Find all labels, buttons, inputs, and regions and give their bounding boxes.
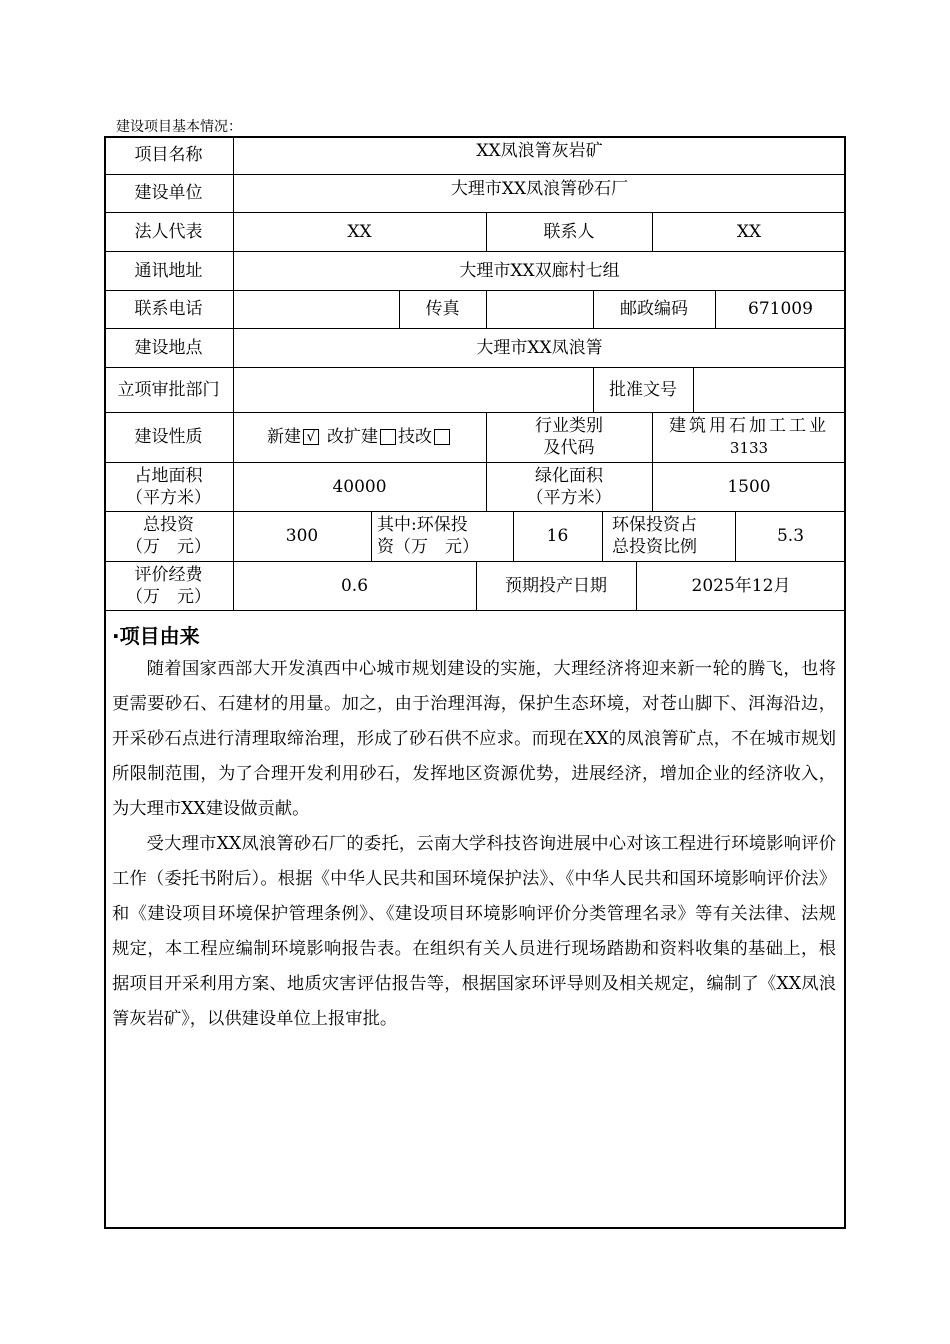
green-area-label (486, 462, 652, 511)
fax-label: 传真 (425, 299, 460, 319)
fee-label (104, 561, 233, 610)
contact-label: 联系人 (543, 221, 595, 242)
env-investment-label (371, 511, 513, 561)
fee-label-line2: （万 元） (126, 586, 211, 607)
investment-label-line2: （万 元） (126, 537, 211, 557)
project-name-value: XX凤浪箐灰岩矿 (476, 141, 603, 161)
approval-doc-value (693, 367, 846, 412)
industry-name: 建筑用石加工工业 (669, 416, 829, 436)
section-title: ·项目由来 (112, 624, 200, 648)
nature-tech-label: 技改 (398, 427, 432, 447)
nature-label: 建设性质 (134, 427, 203, 447)
env-ratio-label-line2: 总投资比例 (612, 537, 697, 557)
contact-value: XX (736, 221, 762, 242)
area-label (104, 462, 233, 511)
industry-label (486, 412, 652, 462)
area-label-line1: 占地面积 (134, 465, 203, 486)
green-area-value: 1500 (727, 476, 771, 497)
env-ratio-label (602, 511, 735, 561)
site-label: 建设地点 (134, 337, 203, 358)
env-investment-label-line2: 资（万 元） (377, 537, 479, 557)
address-value: 大理市XX双廊村七组 (459, 260, 620, 281)
paragraph-origin: 随着国家西部大开发滇西中心城市规划建设的实施，大理经济将迎来新一轮的腾飞，也将更需要砂石、石建材的用量。加之，由于治理洱海，保护生态环境，对苍山脚下、洱海沿边，开采砂石点进行清理取缔治理，形成了砂石供不应求。而现在XX的凤浪箐矿点，不在城市规划所限制范围，为了合理开发利用砂石，发挥地区资源优势，进展经济，增加企业的经济收入，为大理市XX建设做贡献。 (112, 659, 836, 819)
env-investment-value: 16 (546, 526, 569, 546)
address-label: 通讯地址 (134, 260, 203, 281)
paragraph-commission: 受大理市XX凤浪箐砂石厂的委托，云南大学科技咨询进展中心对该工程进行环境影响评价工作（委托书附后）。根据《中华人民共和国环境保护法》、《中华人民共和国环境影响评价法》和《建设项目环境保护管理条例》、《建设项目环境影响评价分类管理名录》等有关法律、法规规定，本工程应编制环境影响报告表。在组织有关人员进行现场踏勘和资料收集的基础上，根据项目开采利用方案、地质灾害评估报告等，根据国家环评导则及相关规定，编制了《XX凤浪箐灰岩矿》，以供建设单位上报审批。 (112, 834, 836, 1029)
green-area-label-line2: （平方米） (526, 487, 612, 508)
industry-label-line2: 及代码 (543, 438, 595, 458)
env-ratio-value: 5.3 (776, 526, 805, 546)
industry-value (652, 412, 846, 462)
nature-options (233, 412, 486, 462)
fax-value (486, 290, 593, 328)
nature-new-label: 新建 (267, 427, 301, 447)
phone-value (233, 290, 399, 328)
fee-value: 0.6 (340, 575, 369, 596)
form-caption: 建设项目基本情况： (116, 119, 242, 135)
project-name-label: 项目名称 (134, 145, 203, 165)
approval-dept-value (233, 367, 593, 412)
nature-tech-checkbox[interactable] (434, 429, 450, 445)
nature-new-checkbox[interactable]: √ (303, 429, 319, 445)
area-value: 40000 (332, 476, 387, 497)
approval-doc-label: 批准文号 (609, 379, 677, 400)
zip-label: 邮政编码 (620, 299, 688, 319)
approval-dept-label: 立项审批部门 (117, 379, 220, 400)
zip-value: 671009 (748, 299, 813, 319)
fee-label-line1: 评价经费 (134, 564, 203, 585)
investment-value: 300 (285, 526, 319, 546)
investment-label (104, 511, 233, 561)
production-date-value: 2025年12月 (691, 575, 791, 596)
area-label-line2: （平方米） (126, 487, 211, 508)
legal-rep-value: XX (347, 221, 372, 242)
site-value: 大理市XX凤浪箐 (476, 337, 603, 358)
green-area-label-line1: 绿化面积 (535, 465, 603, 486)
env-ratio-label-line1: 环保投资占 (612, 515, 697, 535)
row-divider (104, 610, 846, 611)
nature-expand-checkbox[interactable] (380, 429, 396, 445)
legal-rep-label: 法人代表 (134, 221, 203, 242)
nature-expand-label: 改扩建 (327, 427, 378, 447)
construction-unit-label: 建设单位 (134, 183, 203, 203)
phone-label: 联系电话 (134, 299, 203, 319)
construction-unit-value: 大理市XX凤浪箐砂石厂 (450, 179, 629, 199)
investment-label-line1: 总投资 (143, 515, 194, 535)
env-investment-label-line1: 其中:环保投 (377, 515, 468, 535)
industry-label-line1: 行业类别 (535, 416, 603, 436)
production-date-label: 预期投产日期 (505, 575, 607, 596)
industry-code: 3133 (729, 439, 769, 457)
